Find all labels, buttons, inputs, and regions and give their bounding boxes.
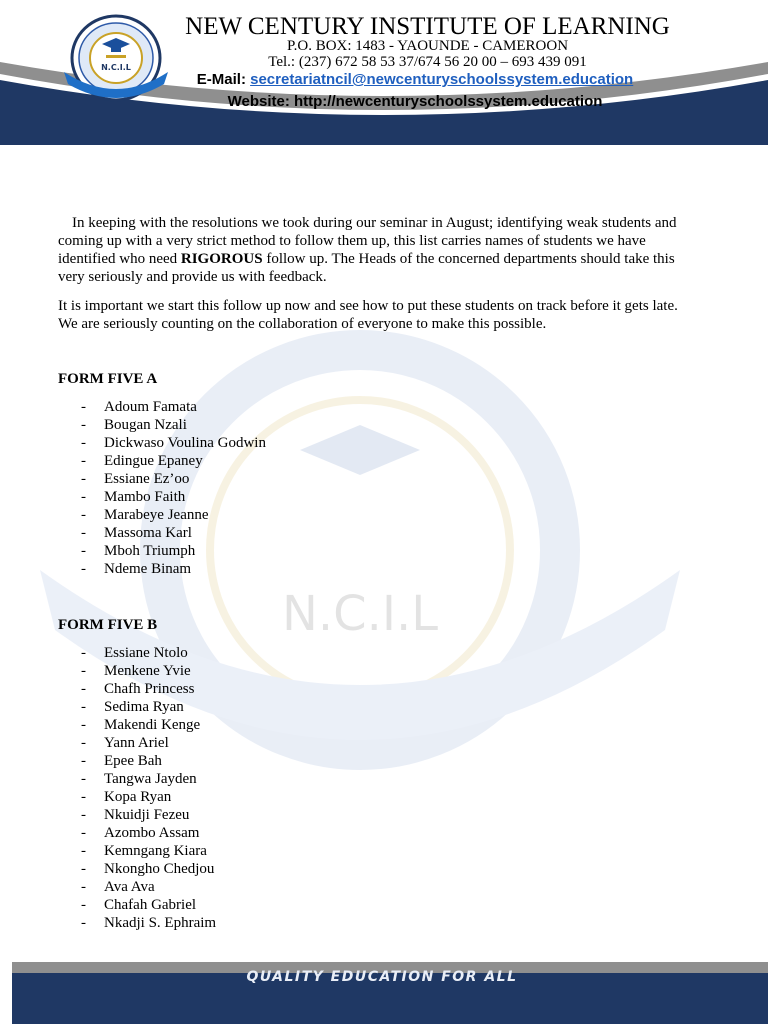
student-list-item: - Chafah Gabriel (81, 896, 216, 914)
school-name: NEW CENTURY INSTITUTE OF LEARNING (185, 13, 670, 40)
student-list-item: - Bougan Nzali (81, 416, 266, 434)
student-list-item: - Ndeme Binam (81, 560, 266, 578)
footer-motto: QUALITY EDUCATION FOR ALL (246, 969, 518, 985)
student-list-item: - Nkuidji Fezeu (81, 806, 216, 824)
student-list-item: - Essiane Ez’oo (81, 470, 266, 488)
student-list-item: - Ava Ava (81, 878, 216, 896)
second-paragraph: It is important we start this follow up now and see how to put these students on track before it gets late. We are seriously counting on the collaboration of everyone to make this possible. (58, 298, 678, 332)
form-five-a-heading: FORM FIVE A (58, 371, 158, 387)
student-list-item: - Azombo Assam (81, 824, 216, 842)
rigorous-emphasis: RIGOROUS (180, 251, 263, 267)
student-list-item: - Nkongho Chedjou (81, 860, 216, 878)
form-five-b-list (81, 644, 216, 932)
student-list-item: - Adoum Famata (81, 398, 266, 416)
email-link[interactable]: secretariatncil@newcenturyschoolssystem.education (250, 71, 634, 88)
email-label: E-Mail: (196, 71, 246, 88)
student-list-item: - Sedima Ryan (81, 698, 216, 716)
student-list-item: - Marabeye Jeanne (81, 506, 266, 524)
student-list-item: - Tangwa Jayden (81, 770, 216, 788)
student-list-item: - Edingue Epaney (81, 452, 266, 470)
po-box: P.O. BOX: 1483 - YAOUNDE - CAMEROON (286, 38, 569, 54)
student-list-item: - Essiane Ntolo (81, 644, 216, 662)
email-line (180, 71, 650, 88)
student-list-item: - Mboh Triumph (81, 542, 266, 560)
website-line: Website: http://newcenturyschoolssystem.education (227, 93, 603, 110)
student-list-item: - Kemngang Kiara (81, 842, 216, 860)
form-five-b-heading: FORM FIVE B (58, 617, 158, 633)
letterhead (0, 0, 768, 145)
student-list-item: - Dickwaso Voulina Godwin (81, 434, 266, 452)
intro-paragraph: In keeping with the resolutions we took during our seminar in August; identifying weak students and coming up with a very strict method to follow them up, this list carries names of students we have identified who need RIGOROUS follow up. The Heads of the concerned departments should take this very seriously and provide us with feedback. (58, 215, 677, 285)
logo-initials: N.C.I.L (101, 63, 131, 72)
student-list-item: - Kopa Ryan (81, 788, 216, 806)
form-five-a-list (81, 398, 266, 578)
student-list-item: - Makendi Kenge (81, 716, 216, 734)
telephone: Tel.: (237) 672 58 53 37/674 56 20 00 – 693 439 091 (268, 54, 587, 70)
student-list-item: - Chafh Princess (81, 680, 216, 698)
student-list-item: - Massoma Karl (81, 524, 266, 542)
student-list-item: - Menkene Yvie (81, 662, 216, 680)
footer-band (12, 962, 768, 1024)
svg-text:N.C.I.L: N.C.I.L (281, 586, 439, 642)
student-list-item: - Epee Bah (81, 752, 216, 770)
student-list-item: - Mambo Faith (81, 488, 266, 506)
student-list-item: - Yann Ariel (81, 734, 216, 752)
student-list-item: - Nkadji S. Ephraim (81, 914, 216, 932)
